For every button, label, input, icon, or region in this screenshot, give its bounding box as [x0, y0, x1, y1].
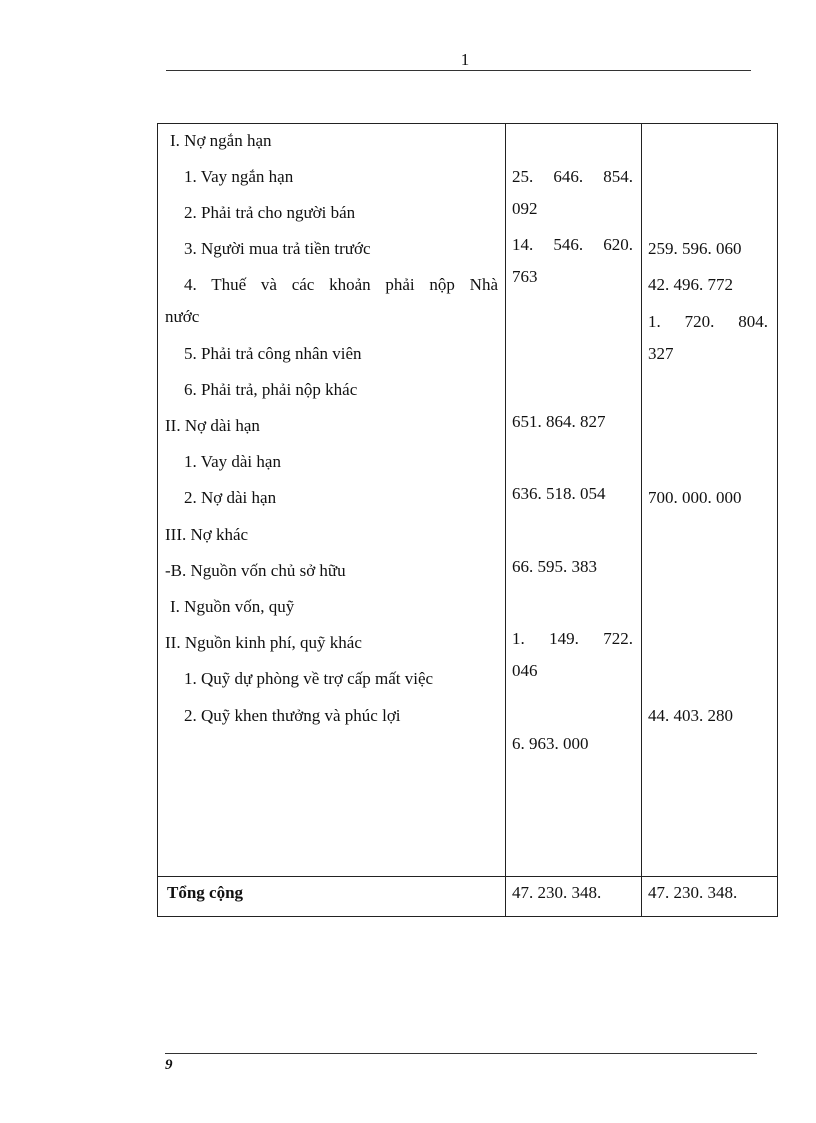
- table-row-label: II. Nguồn kinh phí, quỹ khác: [165, 633, 362, 652]
- column-divider: [641, 124, 642, 916]
- table-row-label: 6. Phải trả, phải nộp khác: [184, 380, 358, 399]
- table-row-label: nước: [165, 307, 200, 326]
- table-value: 327: [648, 344, 674, 363]
- table-value: 259. 596. 060: [648, 239, 742, 258]
- balance-table: [157, 123, 778, 917]
- page-footer-number: 9: [165, 1057, 173, 1073]
- table-value: 636. 518. 054: [512, 484, 606, 503]
- table-value: 66. 595. 383: [512, 557, 597, 576]
- table-row-label: 2. Nợ dài hạn: [184, 488, 277, 507]
- header-rule: [166, 70, 751, 71]
- table-row-label: 4. Thuế và các khoản phải nộp Nhà: [184, 275, 498, 294]
- table-row-label: II. Nợ dài hạn: [165, 416, 260, 435]
- table-row-label: 3. Người mua trả tiền trước: [184, 239, 371, 258]
- table-row-label: III. Nợ khác: [165, 525, 249, 544]
- table-value: 25. 646. 854.: [512, 167, 633, 186]
- table-value: 092: [512, 199, 538, 218]
- table-row-label: 1. Vay ngắn hạn: [184, 167, 294, 186]
- table-value: 6. 963. 000: [512, 734, 589, 753]
- table-row-label: 1. Vay dài hạn: [184, 452, 281, 471]
- total-label: Tổng cộng: [167, 883, 244, 902]
- table-value: 42. 496. 772: [648, 275, 733, 294]
- table-row-label: 1. Quỹ dự phòng về trợ cấp mất việc: [184, 669, 434, 688]
- table-value: 44. 403. 280: [648, 706, 733, 725]
- table-row-label: 2. Quỹ khen thưởng và phúc lợi: [184, 706, 401, 725]
- total-value: 47. 230. 348.: [648, 883, 738, 902]
- table-row-label: 2. Phải trả cho người bán: [184, 203, 356, 222]
- column-divider: [505, 124, 506, 916]
- table-value: 651. 864. 827: [512, 412, 606, 431]
- table-value: 1. 720. 804.: [648, 312, 768, 331]
- footer-rule: [165, 1053, 757, 1054]
- page-header-number: 1: [460, 50, 470, 69]
- total-row-divider: [158, 876, 777, 877]
- table-value: 763: [512, 267, 538, 286]
- table-value: 046: [512, 661, 538, 680]
- table-value: 14. 546. 620.: [512, 235, 633, 254]
- table-row-label: -B. Nguồn vốn chủ sở hữu: [165, 561, 346, 580]
- table-value: 700. 000. 000: [648, 488, 742, 507]
- table-row-label: 5. Phải trả công nhân viên: [184, 344, 362, 363]
- total-value: 47. 230. 348.: [512, 883, 602, 902]
- table-row-label: I. Nguồn vốn, quỹ: [170, 597, 295, 616]
- table-value: 1. 149. 722.: [512, 629, 633, 648]
- table-row-label: I. Nợ ngắn hạn: [170, 131, 272, 150]
